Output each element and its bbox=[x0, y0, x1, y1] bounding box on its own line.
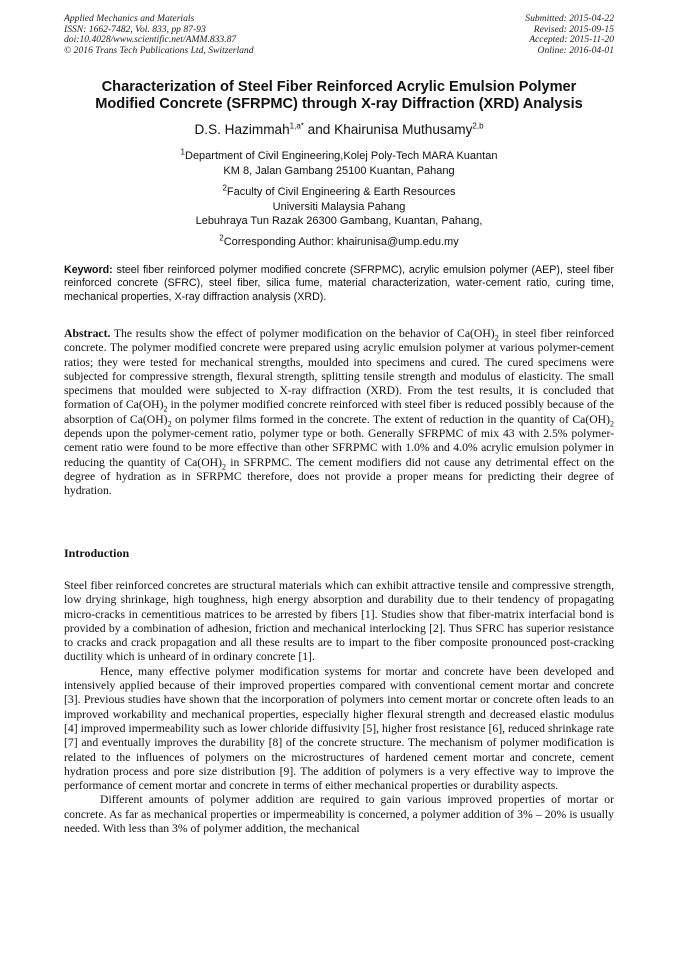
abstract-text-1: The results show the effect of polymer modification on the behavior of Ca(OH) bbox=[110, 327, 495, 340]
abstract-text-6: in SFRPMC. The cement modifiers did not cause any detrimental effect on the degree of hydration as in SFRPMC therefore, does not provide a proper means for predicting their degree of hydration. bbox=[64, 455, 615, 498]
corresponding-author bbox=[40, 235, 638, 250]
paper-title-line-1: Characterization of Steel Fiber Reinforced Acrylic Emulsion Polymer bbox=[101, 79, 577, 95]
affiliation-2-line-1: Faculty of Civil Engineering & Earth Resources bbox=[226, 186, 456, 198]
publication-dates bbox=[525, 14, 614, 56]
abstract-text-2: in steel fiber reinforced concrete. The polymer modified concrete were prepared using acrylic emulsion polymer at various polymer-cement ratios; they were tested for mechanical strengths, moulded into specimens and cured. The cured specimens were subjected for compressive strength, flexural strength, splitting tensile strength and modulus of elasticity. The small specimens that moulded were subjected to X-ray diffraction (XRD). From the test results, it is concluded that formation of Ca(OH) bbox=[64, 327, 614, 412]
affiliation-2-line-3: Lebuhraya Tun Razak 26300 Gambang, Kuantan, Pahang, bbox=[195, 215, 483, 228]
subscript: 2 bbox=[222, 462, 227, 471]
journal-copyright: © 2016 Trans Tech Publications Ltd, Switzerland bbox=[64, 44, 254, 56]
journal-doi: doi:10.4028/www.scientific.net/AMM.833.87 bbox=[64, 34, 237, 46]
paper-title-line-2: Modified Concrete (SFRPMC) through X-ray Diffraction (XRD) Analysis bbox=[95, 96, 583, 112]
introduction-body bbox=[64, 579, 614, 836]
author-1: D.S. Hazimmah bbox=[194, 122, 290, 137]
author-list bbox=[40, 122, 638, 138]
journal-issn: ISSN: 1662-7482, Vol. 833, pp 87-93 bbox=[64, 23, 206, 35]
abstract bbox=[64, 327, 614, 499]
subscript: 2 bbox=[163, 404, 168, 414]
date-accepted: Accepted: 2015-11-20 bbox=[529, 34, 614, 46]
author-2: Khairunisa Muthusamy bbox=[334, 122, 473, 137]
keywords-text: steel fiber reinforced polymer modified concrete (SFRPMC), acrylic emulsion polymer (AEP), steel fiber reinforced concrete (SFRC), steel fiber, silica fume, material characterization, water-cement ratio, curing time, mechanical properties, X-ray diffraction analysis (XRD). bbox=[64, 264, 614, 303]
date-online: Online: 2016-04-01 bbox=[537, 44, 614, 56]
keywords-label: Keyword: bbox=[64, 264, 113, 276]
corresponding-author-text: Corresponding Author: khairunisa@ump.edu.my bbox=[223, 236, 459, 248]
affiliation-2 bbox=[40, 185, 638, 229]
author-2-marker: 2,b bbox=[472, 121, 484, 131]
abstract-label: Abstract. bbox=[64, 327, 111, 340]
abstract-text-5: depends upon the polymer-cement ratio, polymer type or both. Generally SFRPMC of mix 43 with 2.5% polymer-cement ratio were found to be more effective than other SFRPMC with 1.0% and 4.0% acrylic emulsion polymer in reducing the quantity of Ca(OH) bbox=[64, 427, 614, 469]
paragraph: Steel fiber reinforced concretes are structural materials which can exhibit attractive tensile and compressive strength, low drying shrinkage, high toughness, high energy absorption and durability due to their tendency of propagating micro-cracks in cementitious matrices to be arrested by fibers [1]. Studies show that fiber-matrix interfacial bond is provided by a combination of adhesion, friction and mechanical interlocking [2]. Thus SFRC has superior resistance to cracks and crack propagation and all these results are to impart to the fiber composite pronounced post-cracking ductility which is unheard of in ordinary concrete [1]. bbox=[64, 579, 614, 664]
abstract-text-3: in the polymer modified concrete reinforced with steel fiber is reduced possibly because of the absorption of Ca(OH) bbox=[64, 398, 614, 426]
corresponding-marker: 2 bbox=[219, 233, 224, 243]
subscript: 2 bbox=[609, 419, 614, 429]
affiliation-1-line-2: KM 8, Jalan Gambang 25100 Kuantan, Pahang bbox=[223, 164, 455, 177]
author-conjunction: and bbox=[303, 122, 335, 137]
date-revised: Revised: 2015-09-15 bbox=[533, 23, 614, 35]
affiliation-1 bbox=[40, 149, 638, 178]
affiliation-1-marker: 1 bbox=[180, 147, 185, 157]
journal-name: Applied Mechanics and Materials bbox=[64, 13, 195, 24]
affiliation-2-marker: 2 bbox=[222, 183, 227, 193]
paper-title bbox=[40, 79, 638, 113]
author-1-marker: 1,a* bbox=[289, 121, 304, 131]
journal-info bbox=[64, 14, 254, 56]
affiliation-2-line-2: Universiti Malaysia Pahang bbox=[272, 200, 406, 213]
subscript: 2 bbox=[494, 333, 499, 343]
subscript: 2 bbox=[167, 419, 172, 429]
affiliation-1-line-1: Department of Civil Engineering,Kolej Poly-Tech MARA Kuantan bbox=[185, 150, 498, 162]
section-heading-introduction: Introduction bbox=[64, 546, 130, 560]
date-submitted: Submitted: 2015-04-22 bbox=[525, 13, 614, 24]
paragraph: Different amounts of polymer addition are required to gain various improved properties of mortar or concrete. As far as mechanical properties or impermeability is concerned, a polymer addition of 3% – 20% is usually needed. With less than 3% of polymer addition, the mechanical bbox=[64, 793, 614, 836]
abstract-text-4: on polymer films formed in the concrete. The extent of reduction in the quantity of Ca(OH) bbox=[171, 412, 610, 426]
paragraph: Hence, many effective polymer modification systems for mortar and concrete have been developed and intensively applied because of their improved properties compared with conventional cement mortar and concrete [3]. Previous studies have shown that the incorporation of polymers into cement mortar or concrete often leads to an improved workability and mechanical properties, especially higher flexural strength and decreased elastic modulus [4] improved impermeability such as lower chloride diffusivity [5], higher frost resistance [6], reduced shrinkage rate [7] and eventually improves the durability [8] of the concrete structure. The mechanism of polymer modification is related to the influences of polymers on the microstructures of hardened cement mortar and concrete, cement hydration process and pore size distribution [9]. The addition of polymers is a very effective way to improve the performance of cement mortar and concrete in terms of either mechanical properties or durability aspects. bbox=[64, 664, 614, 793]
keywords bbox=[64, 264, 614, 304]
